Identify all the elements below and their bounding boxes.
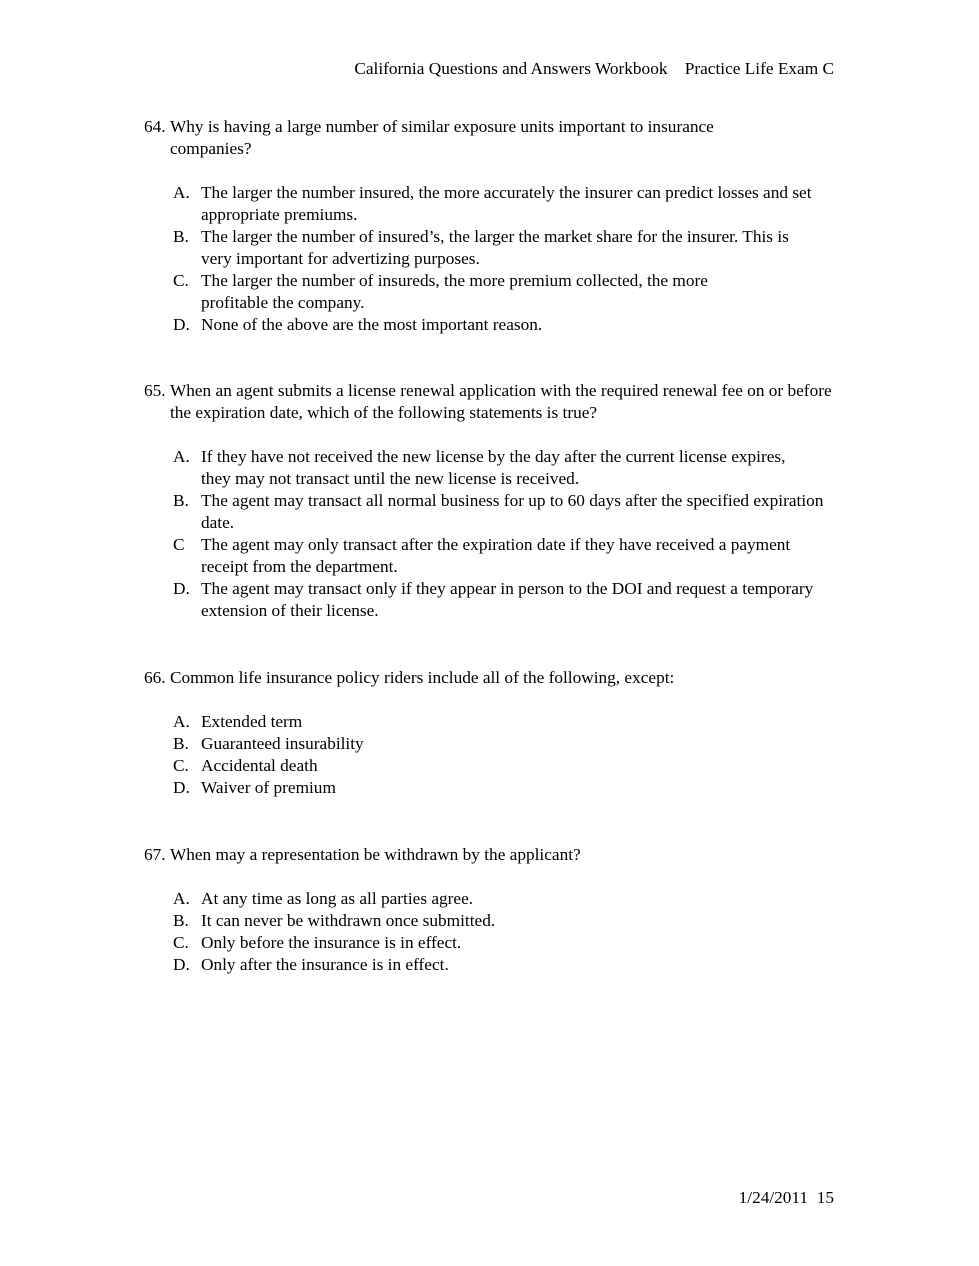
option-letter: C [173, 535, 185, 554]
question-number: 67. [144, 845, 166, 864]
option-text: The larger the number insured, the more accurately the insurer can predict losses and set appropriate premiums. [201, 183, 812, 224]
option-letter: D. [173, 579, 190, 598]
question-text: When may a representation be withdrawn by the applicant? [169, 845, 581, 864]
option-text: Accidental death [201, 756, 318, 775]
question-66 [144, 667, 844, 799]
option-letter: B. [173, 734, 189, 753]
answer-options [173, 446, 844, 622]
question-stem [144, 667, 844, 689]
question-stem [144, 844, 844, 866]
option-letter: C. [173, 933, 189, 952]
answer-option [173, 932, 844, 954]
option-letter: C. [173, 756, 189, 775]
question-number: 64. [144, 117, 166, 136]
option-text: At any time as long as all parties agree. [201, 889, 474, 908]
option-text: The agent may transact only if they appear in person to the DOI and request a temporary extension of their license. [201, 579, 814, 620]
answer-option [173, 270, 844, 314]
option-letter: A. [173, 712, 190, 731]
option-text: Only after the insurance is in effect. [201, 955, 449, 974]
option-letter: B. [173, 491, 189, 510]
answer-options [173, 182, 844, 336]
option-text: Extended term [201, 712, 303, 731]
answer-option [173, 888, 844, 910]
exam-title: Practice Life Exam C [684, 59, 834, 78]
answer-option [173, 314, 844, 336]
option-text: The agent may transact all normal business for up to 60 days after the specified expiration date. [201, 491, 824, 532]
option-letter: D. [173, 955, 190, 974]
page-footer [739, 1187, 834, 1209]
workbook-title: California Questions and Answers Workbook [354, 59, 668, 78]
question-text: Common life insurance policy riders include all of the following, except: [169, 668, 675, 687]
answer-option [173, 910, 844, 932]
option-text: Guaranteed insurability [201, 734, 364, 753]
option-letter: A. [173, 889, 190, 908]
option-letter: D. [173, 778, 190, 797]
answer-option [173, 755, 844, 777]
answer-option [173, 711, 844, 733]
question-65 [144, 380, 844, 622]
option-text: The agent may only transact after the expiration date if they have received a payment receipt from the department. [201, 535, 791, 576]
answer-options [173, 711, 844, 799]
answer-option [173, 733, 844, 755]
answer-option [173, 226, 844, 270]
question-number: 65. [144, 381, 166, 400]
answer-option [173, 777, 844, 799]
answer-option [173, 490, 844, 534]
option-letter: D. [173, 315, 190, 334]
answer-option [173, 534, 844, 578]
answer-option [173, 182, 844, 226]
page-header [354, 58, 834, 80]
option-text: Only before the insurance is in effect. [201, 933, 462, 952]
question-number: 66. [144, 668, 166, 687]
question-text: When an agent submits a license renewal application with the required renewal fee on or before the expiration date, which of the following statements is true? [169, 381, 832, 422]
option-letter: C. [173, 271, 189, 290]
question-stem [144, 380, 844, 424]
option-letter: A. [173, 183, 190, 202]
option-letter: A. [173, 447, 190, 466]
footer-date: 1/24/2011 [738, 1188, 809, 1207]
question-64 [144, 116, 844, 336]
option-text: None of the above are the most important reason. [201, 315, 543, 334]
option-text: Waiver of premium [201, 778, 336, 797]
answer-option [173, 954, 844, 976]
option-text: The larger the number of insureds, the more premium collected, the more profitable the company. [201, 271, 708, 312]
option-text: It can never be withdrawn once submitted. [201, 911, 496, 930]
option-letter: B. [173, 227, 189, 246]
option-letter: B. [173, 911, 189, 930]
question-67 [144, 844, 844, 976]
answer-options [173, 888, 844, 976]
option-text: If they have not received the new license by the day after the current license expires, they may not transact until the new license is received. [201, 447, 786, 488]
question-text: Why is having a large number of similar exposure units important to insurance companies? [169, 117, 714, 158]
answer-option [173, 578, 844, 622]
answer-option [173, 446, 844, 490]
question-stem [144, 116, 844, 160]
option-text: The larger the number of insured’s, the larger the market share for the insurer. This is very important for advertizing purposes. [201, 227, 789, 268]
page-number: 15 [816, 1188, 834, 1207]
